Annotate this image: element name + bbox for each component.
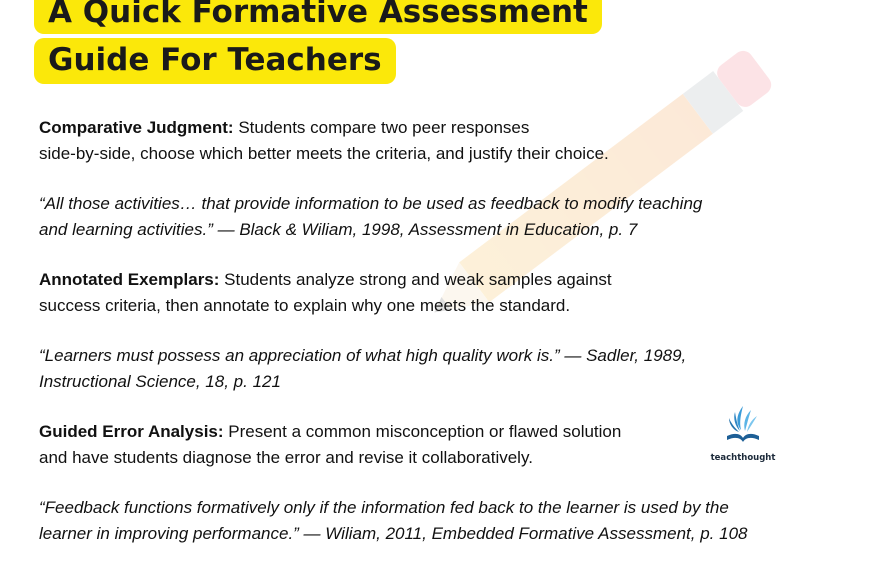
page-title-line-2: Guide For Teachers bbox=[34, 38, 396, 84]
strategy-annotated-exemplars bbox=[39, 267, 612, 318]
quote-line-2: learner in improving performance.” — Wiliam, 2011, Embedded Formative Assessment, p. 108 bbox=[39, 523, 748, 543]
logo-text: teachthought bbox=[710, 453, 776, 463]
strategy-term: Annotated Exemplars: bbox=[39, 270, 220, 289]
page-title-line-1: A Quick Formative Assessment bbox=[34, 0, 602, 34]
quote-sadler bbox=[39, 343, 686, 394]
quote-line-1: “Feedback functions formatively only if the information fed back to the learner is used by the bbox=[39, 498, 729, 517]
strategy-description: Students compare two peer responses bbox=[233, 118, 530, 137]
strategy-description: Students analyze strong and weak samples against bbox=[219, 270, 612, 289]
strategy-line-1 bbox=[39, 267, 612, 293]
strategy-guided-error-analysis bbox=[39, 419, 621, 470]
strategy-line-1 bbox=[39, 419, 621, 445]
quote-wiliam bbox=[39, 495, 747, 546]
strategy-line-1 bbox=[39, 115, 609, 141]
quote-line-1: “All those activities… that provide information to be used as feedback to modify teaching bbox=[39, 194, 703, 213]
quote-line-2: and learning activities.” — Black & Wiliam, 1998, Assessment in Education, p. 7 bbox=[39, 219, 638, 239]
strategy-term: Guided Error Analysis: bbox=[39, 422, 224, 441]
strategy-description: Present a common misconception or flawed solution bbox=[223, 422, 622, 441]
strategy-term: Comparative Judgment: bbox=[39, 118, 234, 137]
teachthought-book-icon bbox=[723, 404, 763, 448]
quote-black-wiliam bbox=[39, 191, 702, 242]
strategy-line-2: success criteria, then annotate to explain why one meets the standard. bbox=[39, 295, 571, 315]
quote-line-1: “Learners must possess an appreciation of what high quality work is.” — Sadler, 1989, bbox=[39, 346, 687, 365]
teachthought-logo bbox=[708, 404, 778, 466]
strategy-line-2: and have students diagnose the error and revise it collaboratively. bbox=[39, 447, 533, 467]
strategy-comparative-judgment bbox=[39, 115, 609, 166]
strategy-line-2: side-by-side, choose which better meets the criteria, and justify their choice. bbox=[39, 143, 609, 163]
quote-line-2: Instructional Science, 18, p. 121 bbox=[39, 371, 281, 391]
